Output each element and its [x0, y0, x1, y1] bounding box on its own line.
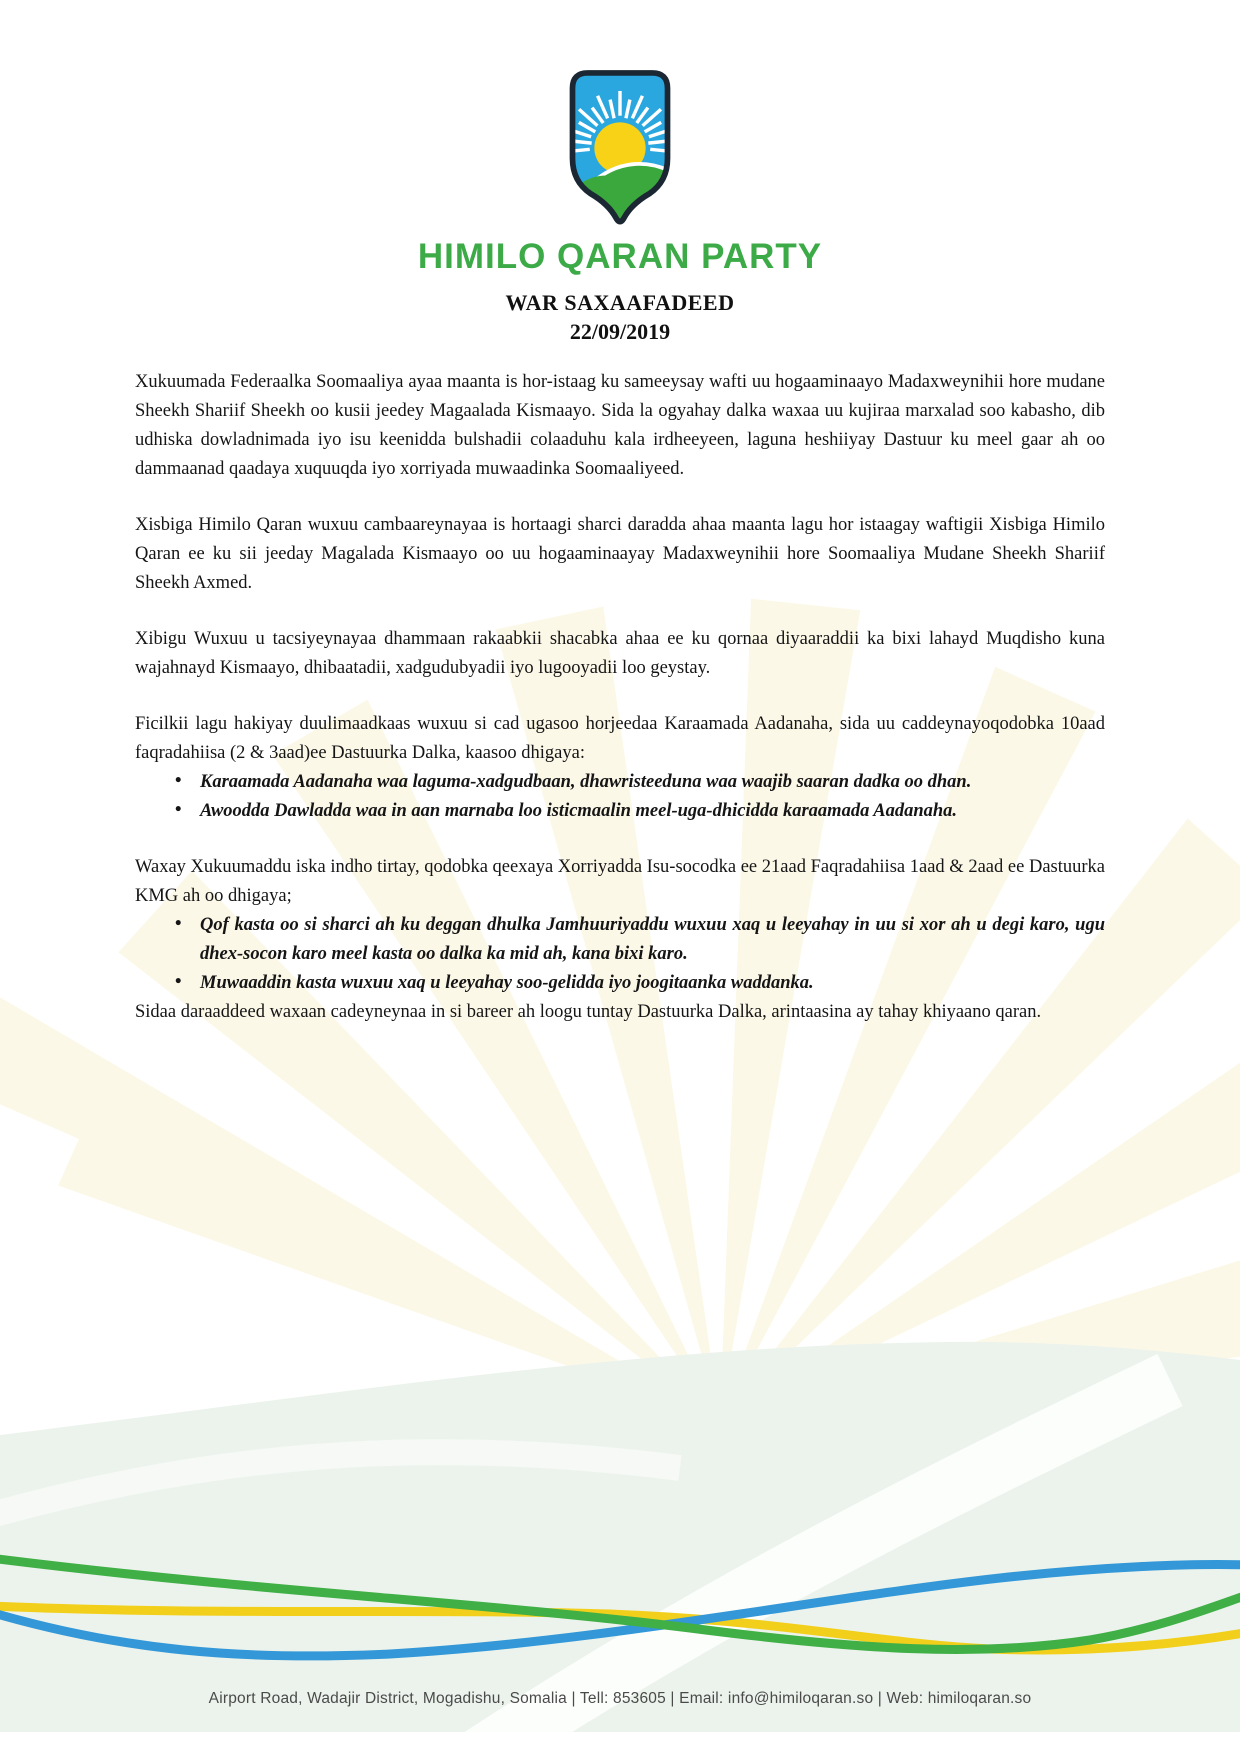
paragraph-constitution-article10: Ficilkii lagu hakiyay duulimaadkaas wuxuu si cad ugasoo horjeedaa Karaamada Aadanaha, sida uu caddeynayoqodobka 10aad faqradahiisa (2 & 3aad)ee Dastuurka Dalka, kaasoo dhigaya: — [135, 714, 1105, 763]
paragraph-party-condemnation: Xisbiga Himilo Qaran wuxuu cambaareynayaa is hortaagi sharci daradda ahaa maanta lagu hor istaagay waftigii Xisbiga Himilo Qaran ee ku sii jeeday Magalada Kismaayo oo uu hogaaminaayay Madaxweynihii hore Soomaaliya Mudane Sheekh Shariif Sheekh Axmed. — [135, 515, 1105, 593]
list-item: • Qof kasta oo si sharci ah ku deggan dhulka Jamhuuriyaddu wuxuu xaq u leeyahay in uu si xor ah u degi karo, ugu dhex-socon karo meel kasta oo dalka ka mid ah, kana bixi karo. — [173, 911, 1105, 969]
party-wordmark: HIMILO QARAN PARTY — [417, 237, 823, 276]
footer-contact-line: Airport Road, Wadajir District, Mogadishu, Somalia | Tell: 853605 | Email: info@himiloqaran.so | Web: himiloqaran.so — [208, 1690, 1032, 1707]
list-item: • Awoodda Dawladda waa in aan marnaba loo isticmaalin meel-uga-dhicidda karaamada Aadanaha. — [173, 797, 1105, 826]
bullet-list-human-dignity — [135, 768, 1105, 826]
list-item: • Muwaaddin kasta wuxuu xaq u leeyahay soo-gelidda iyo joogitaanka waddanka. — [173, 969, 1105, 998]
paragraph-closing: Sidaa daraaddeed waxaan cadeyneynaa in si bareer ah loogu tuntay Dastuurka Dalka, arintaasina ay tahay khiyaano qaran. — [135, 1002, 1042, 1022]
party-logo — [0, 68, 1240, 228]
list-item: • Karaamada Aadanaha waa laguma-xadgudbaan, dhawristeeduna waa waajib saaran dadka oo dhan. — [173, 768, 1105, 797]
title-block — [0, 289, 1240, 347]
paragraph-condolences: Xibigu Wuxuu u tacsiyeynayaa dhammaan rakaabkii shacabka ahaa ee ku qornaa diyaaraddii ka bixi lahayd Muqdisho kuna wajahnayd Kismaayo, dhibaatadii, xadgudubyadii iyo lugooyadii loo geystay. — [135, 629, 1105, 678]
press-release-body — [135, 368, 1105, 1054]
logo-shield-icon — [563, 68, 677, 228]
bullet-list-movement — [135, 911, 1105, 998]
press-release-title: WAR SAXAAFADEED — [505, 290, 735, 315]
press-release-date: 22/09/2019 — [569, 319, 671, 344]
paragraph-government-blockade: Xukuumada Federaalka Soomaaliya ayaa maanta is hor-istaag ku sameeysay wafti uu hogaaminaayo Madaxweynihii hore mudane Sheekh Shariif Sheekh oo kusii jeedey Magaalada Kismaayo. Sida la ogyahay dalka waxaa uu kujiraa marxalad soo kabasho, dib udhiska dowladnimada iyo isu keenidda bulshadii colaaduhu kala irdheeyeen, laguna heshiiyay Dastuur ku meel gaar ah oo dammaanad qaadaya xuquuqda iyo xorriyada muwaadinka Soomaaliyeed. — [135, 372, 1105, 479]
paragraph-freedom-of-movement: Waxay Xukuumaddu iska indho tirtay, qodobka qeexaya Xorriyadda Isu-socodka ee 21aad Faqradahiisa 1aad & 2aad ee Dastuurka KMG ah oo dhigaya; — [135, 857, 1105, 906]
